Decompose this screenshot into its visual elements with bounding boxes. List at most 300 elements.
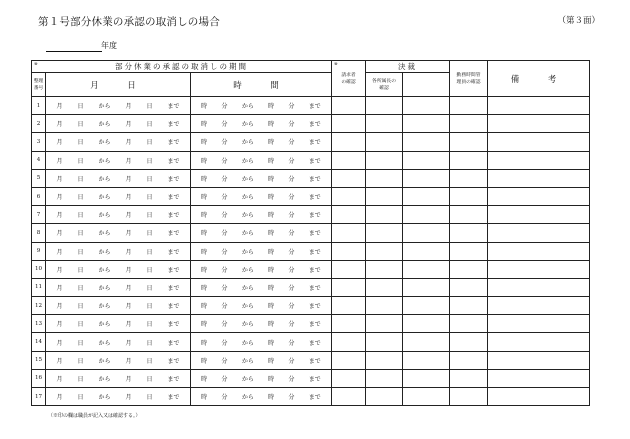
time-token-minute: 分 — [288, 321, 295, 329]
row-number-cell — [32, 169, 46, 187]
time-token-minute: 分 — [221, 103, 228, 111]
time-token-to: まで — [308, 248, 321, 256]
table-row — [32, 260, 590, 278]
table-row — [32, 151, 590, 169]
time-token-hour: 時 — [268, 103, 275, 111]
time-token-hour: 時 — [268, 121, 275, 129]
remarks-cell[interactable] — [488, 151, 590, 169]
time-token-to: まで — [308, 394, 321, 402]
time-token-minute: 分 — [288, 284, 295, 292]
remarks-cell[interactable] — [488, 206, 590, 224]
requester-confirm-cell[interactable] — [332, 97, 366, 115]
table-row — [32, 242, 590, 260]
time-token-minute: 分 — [221, 248, 228, 256]
time-token-from: から — [241, 375, 254, 383]
date-token-day: 日 — [146, 230, 153, 238]
time-token-hour: 時 — [201, 121, 208, 129]
requester-confirm-cell[interactable] — [332, 133, 366, 151]
requester-confirm-cell[interactable] — [332, 260, 366, 278]
date-token-month: 月 — [125, 230, 132, 238]
time-range-cell[interactable] — [191, 224, 332, 242]
date-token-day: 日 — [77, 357, 84, 365]
requester-confirm-cell[interactable] — [332, 333, 366, 351]
date-token-day: 日 — [77, 284, 84, 292]
date-range-cell[interactable] — [46, 388, 191, 406]
date-token-to: まで — [167, 339, 180, 347]
time-token-hour: 時 — [268, 230, 275, 238]
table-row — [32, 97, 590, 115]
row-number: 13 — [34, 320, 43, 327]
time-token-hour: 時 — [268, 339, 275, 347]
page-number-label: （第３面） — [557, 16, 600, 26]
dept-head-confirm-cell[interactable] — [366, 169, 403, 187]
time-token-to: まで — [308, 194, 321, 202]
requester-confirm-label: 請求者 の確認 — [341, 72, 356, 85]
time-range-cell[interactable] — [191, 260, 332, 278]
date-token-day: 日 — [77, 194, 84, 202]
decision-blank-cell[interactable] — [403, 169, 450, 187]
time-token-hour: 時 — [201, 103, 208, 111]
decision-blank-header — [403, 73, 450, 97]
row-number: 7 — [36, 211, 41, 218]
time-token-hour: 時 — [201, 303, 208, 311]
time-token-minute: 分 — [221, 394, 228, 402]
date-range-cell[interactable] — [46, 242, 191, 260]
marker-asterisk: ※ — [34, 62, 38, 67]
requester-confirm-cell[interactable] — [332, 151, 366, 169]
decision-blank-cell[interactable] — [403, 97, 450, 115]
date-token-day: 日 — [77, 175, 84, 183]
time-token-from: から — [241, 394, 254, 402]
time-token-minute: 分 — [221, 303, 228, 311]
dept-head-confirm-cell[interactable] — [366, 333, 403, 351]
date-token-from: から — [98, 303, 111, 311]
date-token-month: 月 — [56, 139, 63, 147]
date-range-cell[interactable] — [46, 260, 191, 278]
time-token-minute: 分 — [288, 375, 295, 383]
remarks-label: 備 考 — [510, 74, 567, 85]
work-manager-confirm-cell[interactable] — [450, 388, 488, 406]
dept-head-confirm-cell[interactable] — [366, 97, 403, 115]
time-token-hour: 時 — [268, 375, 275, 383]
row-number-cell — [32, 297, 46, 315]
date-range-cell[interactable] — [46, 297, 191, 315]
work-manager-confirm-cell[interactable] — [450, 187, 488, 205]
time-range-cell[interactable] — [191, 333, 332, 351]
remarks-header — [488, 61, 590, 97]
time-token-to: まで — [308, 321, 321, 329]
work-manager-confirm-cell[interactable] — [450, 206, 488, 224]
date-token-month: 月 — [125, 321, 132, 329]
time-token-hour: 時 — [201, 339, 208, 347]
date-token-day: 日 — [146, 121, 153, 129]
time-range-cell[interactable] — [191, 278, 332, 296]
remarks-cell[interactable] — [488, 115, 590, 133]
time-token-to: まで — [308, 121, 321, 129]
dept-head-confirm-header — [366, 73, 403, 97]
remarks-cell[interactable] — [488, 388, 590, 406]
row-number-cell — [32, 388, 46, 406]
date-token-day: 日 — [77, 103, 84, 111]
row-number-cell — [32, 242, 46, 260]
work-manager-confirm-cell[interactable] — [450, 333, 488, 351]
date-token-day: 日 — [77, 375, 84, 383]
time-token-minute: 分 — [288, 339, 295, 347]
remarks-cell[interactable] — [488, 278, 590, 296]
decision-blank-cell[interactable] — [403, 151, 450, 169]
remarks-cell[interactable] — [488, 351, 590, 369]
date-token-from: から — [98, 321, 111, 329]
work-manager-confirm-cell[interactable] — [450, 97, 488, 115]
time-range-cell[interactable] — [191, 97, 332, 115]
time-range-cell[interactable] — [191, 388, 332, 406]
date-range-cell[interactable] — [46, 351, 191, 369]
decision-blank-cell[interactable] — [403, 278, 450, 296]
date-token-from: から — [98, 284, 111, 292]
time-range-cell[interactable] — [191, 351, 332, 369]
decision-blank-cell[interactable] — [403, 369, 450, 387]
date-range-cell[interactable] — [46, 315, 191, 333]
time-token-minute: 分 — [221, 357, 228, 365]
date-token-from: から — [98, 375, 111, 383]
date-range-cell[interactable] — [46, 115, 191, 133]
date-token-day: 日 — [77, 139, 84, 147]
requester-confirm-cell[interactable] — [332, 187, 366, 205]
date-range-cell[interactable] — [46, 369, 191, 387]
time-token-hour: 時 — [268, 394, 275, 402]
date-token-day: 日 — [146, 394, 153, 402]
dept-head-confirm-cell[interactable] — [366, 133, 403, 151]
date-token-month: 月 — [125, 194, 132, 202]
time-token-minute: 分 — [221, 339, 228, 347]
remarks-cell[interactable] — [488, 133, 590, 151]
time-token-from: から — [241, 230, 254, 238]
remarks-cell[interactable] — [488, 97, 590, 115]
table-row — [32, 297, 590, 315]
date-token-month: 月 — [56, 339, 63, 347]
date-token-day: 日 — [146, 339, 153, 347]
work-manager-confirm-cell[interactable] — [450, 169, 488, 187]
time-token-hour: 時 — [201, 266, 208, 274]
remarks-cell[interactable] — [488, 369, 590, 387]
time-range-cell[interactable] — [191, 369, 332, 387]
time-token-from: から — [241, 103, 254, 111]
time-token-hour: 時 — [268, 139, 275, 147]
time-range-cell[interactable] — [191, 206, 332, 224]
decision-label: 決裁 — [398, 62, 418, 71]
decision-blank-cell[interactable] — [403, 388, 450, 406]
time-token-hour: 時 — [268, 321, 275, 329]
requester-confirm-cell[interactable] — [332, 351, 366, 369]
date-token-to: まで — [167, 375, 180, 383]
row-number: 5 — [36, 175, 41, 182]
remarks-cell[interactable] — [488, 242, 590, 260]
date-token-month: 月 — [56, 284, 63, 292]
remarks-cell[interactable] — [488, 297, 590, 315]
date-range-cell[interactable] — [46, 333, 191, 351]
date-token-to: まで — [167, 248, 180, 256]
work-manager-confirm-cell[interactable] — [450, 151, 488, 169]
time-token-minute: 分 — [288, 194, 295, 202]
work-manager-confirm-cell[interactable] — [450, 260, 488, 278]
date-token-day: 日 — [146, 284, 153, 292]
date-token-to: まで — [167, 194, 180, 202]
footnote: （※印の欄は職員が記入又は確認する。） — [48, 413, 141, 419]
remarks-cell[interactable] — [488, 187, 590, 205]
year-input-line[interactable] — [46, 51, 102, 52]
time-token-to: まで — [308, 212, 321, 220]
date-token-month: 月 — [125, 339, 132, 347]
time-token-minute: 分 — [288, 394, 295, 402]
date-token-day: 日 — [146, 175, 153, 183]
date-token-day: 日 — [77, 121, 84, 129]
time-token-hour: 時 — [201, 284, 208, 292]
remarks-cell[interactable] — [488, 224, 590, 242]
time-range-cell[interactable] — [191, 187, 332, 205]
time-token-to: まで — [308, 357, 321, 365]
date-token-to: まで — [167, 175, 180, 183]
work-manager-confirm-cell[interactable] — [450, 224, 488, 242]
dept-head-confirm-cell[interactable] — [366, 260, 403, 278]
row-number-cell — [32, 224, 46, 242]
date-token-day: 日 — [77, 266, 84, 274]
time-token-hour: 時 — [268, 175, 275, 183]
time-token-hour: 時 — [201, 394, 208, 402]
time-token-from: から — [241, 175, 254, 183]
remarks-cell[interactable] — [488, 333, 590, 351]
date-range-cell[interactable] — [46, 224, 191, 242]
time-token-to: まで — [308, 284, 321, 292]
requester-confirm-cell[interactable] — [332, 115, 366, 133]
year-label: 年度 — [101, 41, 117, 50]
time-token-from: から — [241, 357, 254, 365]
decision-blank-cell[interactable] — [403, 187, 450, 205]
row-number-cell — [32, 133, 46, 151]
decision-blank-cell[interactable] — [403, 115, 450, 133]
date-token-month: 月 — [125, 121, 132, 129]
date-token-day: 日 — [77, 339, 84, 347]
dept-head-confirm-cell[interactable] — [366, 315, 403, 333]
date-token-month: 月 — [125, 284, 132, 292]
work-manager-confirm-cell[interactable] — [450, 315, 488, 333]
date-token-from: から — [98, 266, 111, 274]
time-token-from: から — [241, 212, 254, 220]
row-number-cell — [32, 278, 46, 296]
decision-blank-cell[interactable] — [403, 206, 450, 224]
time-token-minute: 分 — [288, 357, 295, 365]
date-token-day: 日 — [77, 212, 84, 220]
dept-head-confirm-cell[interactable] — [366, 206, 403, 224]
row-number: 1 — [36, 102, 41, 109]
date-token-day: 日 — [77, 230, 84, 238]
dept-head-confirm-cell[interactable] — [366, 151, 403, 169]
row-number-label: 整理 番号 — [33, 78, 44, 91]
requester-confirm-cell[interactable] — [332, 388, 366, 406]
date-token-day: 日 — [146, 303, 153, 311]
time-token-minute: 分 — [221, 284, 228, 292]
work-manager-confirm-cell[interactable] — [450, 369, 488, 387]
remarks-cell[interactable] — [488, 169, 590, 187]
remarks-cell[interactable] — [488, 315, 590, 333]
date-token-month: 月 — [125, 357, 132, 365]
date-token-month: 月 — [125, 175, 132, 183]
decision-blank-cell[interactable] — [403, 133, 450, 151]
requester-confirm-cell[interactable] — [332, 297, 366, 315]
date-label: 月 日 — [90, 80, 146, 91]
time-token-from: から — [241, 339, 254, 347]
date-range-cell[interactable] — [46, 278, 191, 296]
time-token-from: から — [241, 139, 254, 147]
time-token-minute: 分 — [288, 139, 295, 147]
date-range-cell[interactable] — [46, 206, 191, 224]
dept-head-confirm-cell[interactable] — [366, 115, 403, 133]
time-token-to: まで — [308, 230, 321, 238]
period-group-label: 部分休業の承認の取消しの期間 — [115, 62, 249, 71]
work-manager-confirm-cell[interactable] — [450, 351, 488, 369]
time-token-hour: 時 — [201, 194, 208, 202]
dept-head-confirm-cell[interactable] — [366, 224, 403, 242]
row-number: 2 — [36, 120, 41, 127]
work-manager-confirm-cell[interactable] — [450, 133, 488, 151]
time-range-cell[interactable] — [191, 115, 332, 133]
time-token-from: から — [241, 248, 254, 256]
decision-blank-cell[interactable] — [403, 351, 450, 369]
time-token-from: から — [241, 157, 254, 165]
dept-head-confirm-cell[interactable] — [366, 388, 403, 406]
time-token-minute: 分 — [221, 194, 228, 202]
time-token-to: まで — [308, 157, 321, 165]
time-range-cell[interactable] — [191, 169, 332, 187]
decision-header — [366, 61, 450, 73]
time-token-hour: 時 — [268, 194, 275, 202]
time-range-cell[interactable] — [191, 133, 332, 151]
date-token-day: 日 — [146, 103, 153, 111]
time-range-cell[interactable] — [191, 315, 332, 333]
time-token-minute: 分 — [288, 266, 295, 274]
date-range-cell[interactable] — [46, 133, 191, 151]
dept-head-confirm-cell[interactable] — [366, 351, 403, 369]
date-token-month: 月 — [125, 103, 132, 111]
row-number-cell — [32, 260, 46, 278]
date-range-cell[interactable] — [46, 169, 191, 187]
row-number-cell — [32, 97, 46, 115]
time-token-hour: 時 — [268, 212, 275, 220]
time-header — [191, 73, 332, 97]
work-manager-confirm-cell[interactable] — [450, 115, 488, 133]
date-token-to: まで — [167, 321, 180, 329]
decision-blank-cell[interactable] — [403, 224, 450, 242]
date-token-month: 月 — [56, 230, 63, 238]
marker-asterisk: ※ — [334, 62, 338, 67]
date-token-to: まで — [167, 230, 180, 238]
date-token-day: 日 — [146, 212, 153, 220]
requester-confirm-cell[interactable] — [332, 169, 366, 187]
table-row — [32, 369, 590, 387]
table-row — [32, 333, 590, 351]
date-token-day: 日 — [146, 375, 153, 383]
date-token-month: 月 — [125, 139, 132, 147]
date-token-month: 月 — [125, 157, 132, 165]
row-number: 11 — [34, 284, 43, 291]
date-token-month: 月 — [56, 157, 63, 165]
work-manager-confirm-cell[interactable] — [450, 278, 488, 296]
time-token-minute: 分 — [221, 321, 228, 329]
date-token-to: まで — [167, 357, 180, 365]
dept-head-confirm-cell[interactable] — [366, 369, 403, 387]
date-token-from: から — [98, 175, 111, 183]
table-row — [32, 133, 590, 151]
time-token-minute: 分 — [288, 248, 295, 256]
dept-head-confirm-cell[interactable] — [366, 187, 403, 205]
requester-confirm-cell[interactable] — [332, 369, 366, 387]
date-token-to: まで — [167, 266, 180, 274]
decision-blank-cell[interactable] — [403, 242, 450, 260]
decision-blank-cell[interactable] — [403, 297, 450, 315]
row-number: 9 — [36, 248, 41, 255]
page-title: 第１号部分休業の承認の取消しの場合 — [38, 16, 220, 28]
row-number: 8 — [36, 229, 41, 236]
work-manager-confirm-header — [450, 61, 488, 97]
table-row — [32, 115, 590, 133]
decision-blank-cell[interactable] — [403, 260, 450, 278]
date-token-from: から — [98, 230, 111, 238]
decision-blank-cell[interactable] — [403, 315, 450, 333]
date-token-month: 月 — [125, 375, 132, 383]
date-range-cell[interactable] — [46, 151, 191, 169]
requester-confirm-cell[interactable] — [332, 278, 366, 296]
requester-confirm-cell[interactable] — [332, 224, 366, 242]
decision-blank-cell[interactable] — [403, 333, 450, 351]
date-token-from: から — [98, 357, 111, 365]
row-number-cell — [32, 187, 46, 205]
date-range-cell[interactable] — [46, 97, 191, 115]
dept-head-confirm-cell[interactable] — [366, 278, 403, 296]
time-range-cell[interactable] — [191, 242, 332, 260]
requester-confirm-header — [332, 61, 366, 97]
dept-head-confirm-cell[interactable] — [366, 242, 403, 260]
time-token-from: から — [241, 303, 254, 311]
date-token-day: 日 — [77, 157, 84, 165]
requester-confirm-cell[interactable] — [332, 315, 366, 333]
dept-head-confirm-cell[interactable] — [366, 297, 403, 315]
time-token-minute: 分 — [288, 175, 295, 183]
requester-confirm-cell[interactable] — [332, 206, 366, 224]
work-manager-confirm-cell[interactable] — [450, 242, 488, 260]
time-token-hour: 時 — [268, 266, 275, 274]
date-token-month: 月 — [56, 175, 63, 183]
date-token-month: 月 — [56, 194, 63, 202]
time-token-to: まで — [308, 139, 321, 147]
table-row — [32, 388, 590, 406]
time-range-cell[interactable] — [191, 297, 332, 315]
date-token-month: 月 — [56, 212, 63, 220]
row-number: 12 — [34, 302, 43, 309]
time-token-hour: 時 — [201, 321, 208, 329]
date-token-month: 月 — [56, 303, 63, 311]
date-token-month: 月 — [56, 103, 63, 111]
date-range-cell[interactable] — [46, 187, 191, 205]
date-token-to: まで — [167, 121, 180, 129]
time-range-cell[interactable] — [191, 151, 332, 169]
work-manager-confirm-cell[interactable] — [450, 297, 488, 315]
requester-confirm-cell[interactable] — [332, 242, 366, 260]
table-row — [32, 351, 590, 369]
period-group-header — [32, 61, 332, 73]
date-token-to: まで — [167, 103, 180, 111]
row-number-header — [32, 73, 46, 97]
row-number: 14 — [34, 339, 43, 346]
remarks-cell[interactable] — [488, 260, 590, 278]
